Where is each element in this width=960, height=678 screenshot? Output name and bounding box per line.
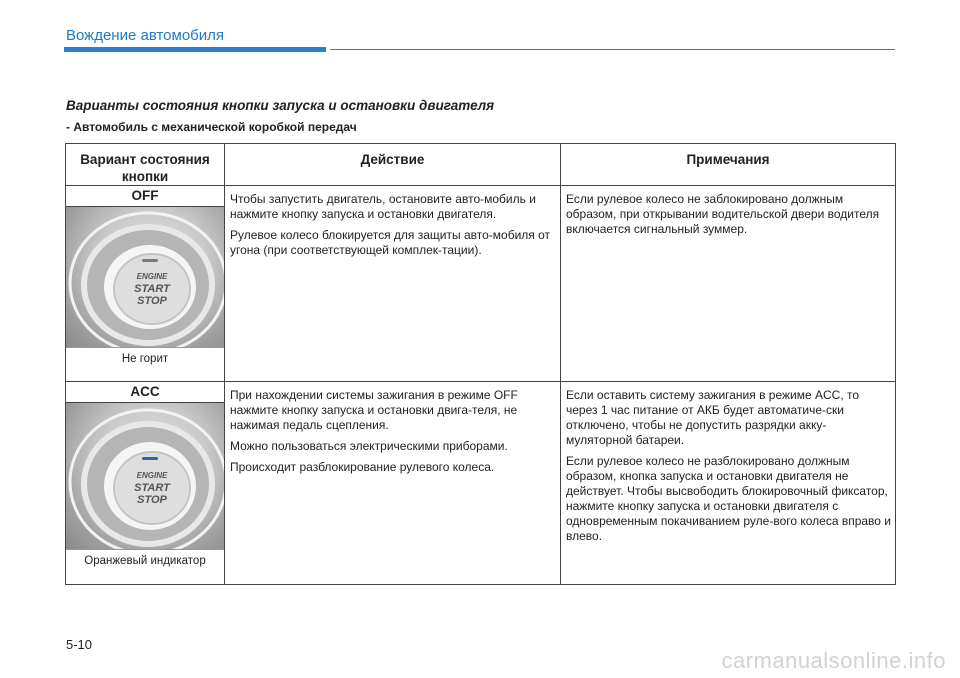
button-text-line: START [134, 482, 170, 494]
notes-cell-acc [561, 382, 896, 585]
header-title: Вождение автомобиля [66, 27, 225, 44]
section-subtitle: - Автомобиль с механической коробкой передач [66, 120, 357, 134]
action-cell-off [225, 186, 561, 382]
state-caption: Оранжевый индикатор [66, 549, 224, 572]
header-action: Действие [225, 144, 561, 186]
notes-paragraph: Если рулевое колесо не заблокировано должным образом, при открывании водительской двери водителя включается сигнальный зуммер. [566, 192, 880, 236]
state-cell-acc [66, 382, 225, 585]
state-cell-off [66, 186, 225, 382]
header-rule-thick [64, 47, 326, 52]
notes-paragraph: Если оставить систему зажигания в режиме ACC, то через 1 час питание от АКБ будет автоматиче-ски отключено, чтобы не допустить разрядки акку-муляторной батареи. [566, 388, 860, 447]
engine-button-icon [66, 207, 224, 347]
indicator-light [142, 259, 158, 262]
action-paragraph: При нахождении системы зажигания в режиме OFF нажмите кнопку запуска и остановки двига-теля, не нажимая педаль сцепления. [230, 388, 518, 432]
engine-button-photo [66, 403, 224, 549]
state-caption: Не горит [66, 347, 224, 370]
action-paragraph: Происходит разблокирование рулевого колеса. [230, 460, 495, 474]
action-paragraph: Можно пользоваться электрическими приборами. [230, 439, 508, 453]
indicator-light [142, 457, 158, 460]
action-paragraph: Рулевое колесо блокируется для защиты авто-мобиля от угона (при соответствующей комплек-тации). [230, 228, 551, 257]
header-notes: Примечания [561, 144, 896, 186]
notes-cell-off [561, 186, 896, 382]
header-rule-thin [330, 49, 895, 50]
button-states-table [65, 143, 896, 585]
action-paragraph: Чтобы запустить двигатель, остановите авто-мобиль и нажмите кнопку запуска и остановки двигателя. [230, 192, 536, 221]
page-number: 5-10 [66, 637, 93, 652]
table-row [66, 382, 896, 585]
button-text-line: ENGINE [136, 272, 168, 281]
engine-button-photo [66, 207, 224, 347]
table-row [66, 186, 896, 382]
notes-paragraph: Если рулевое колесо не разблокировано должным образом, кнопка запуска и остановки двигателя не действует. Чтобы высвободить блокировочный фиксатор, нажмите кнопку запуска и остановки двигателя с одновременным покачиванием руле-вого колеса вправо и влево. [566, 454, 892, 543]
section-title: Варианты состояния кнопки запуска и остановки двигателя [66, 98, 495, 113]
button-text-line: STOP [137, 295, 167, 307]
watermark: carmanualsonline.info [721, 648, 946, 673]
engine-button-icon [66, 403, 224, 549]
state-name: OFF [66, 186, 224, 207]
state-name: ACC [66, 382, 224, 403]
button-text-line: STOP [137, 494, 167, 506]
table-header-row [66, 144, 896, 186]
button-text-line: ENGINE [136, 471, 168, 480]
header-state: Вариант состояния кнопки [66, 144, 225, 186]
button-text-line: START [134, 283, 170, 295]
action-cell-acc [225, 382, 561, 585]
